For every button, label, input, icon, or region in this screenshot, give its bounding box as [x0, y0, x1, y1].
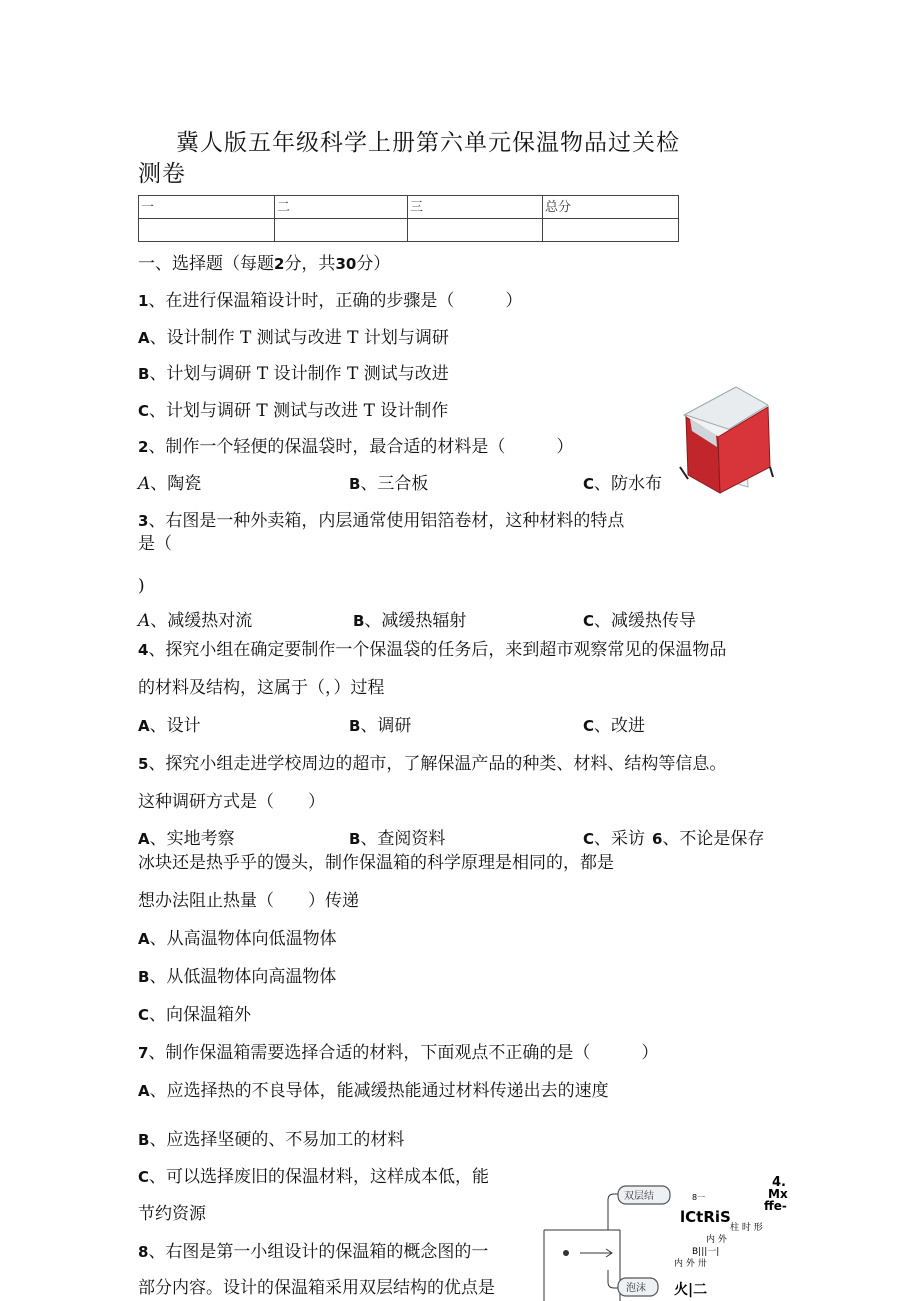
diagram-fragment-text: lCtRiS [680, 1208, 731, 1226]
score-header-total: 总分 [543, 196, 679, 219]
option-letter: B [349, 475, 361, 493]
option-text: 、采访 [594, 829, 646, 849]
q6-option-b[interactable] [138, 962, 336, 987]
q3-option-c[interactable] [583, 606, 696, 631]
option-text: 、向保温箱外 [149, 1005, 252, 1025]
option-letter: A [138, 717, 150, 735]
diagram-fragment-text: 柱 时 形 [730, 1223, 763, 1233]
diagram-fragment-text: 4. [772, 1175, 786, 1190]
question-number: 2 [138, 438, 149, 456]
delivery-box-image [676, 375, 776, 495]
question-number: 5 [138, 755, 149, 773]
diagram-connector [608, 1194, 618, 1230]
q4-option-c[interactable] [583, 711, 645, 736]
option-letter: B [138, 1131, 150, 1149]
option-text: 、实地考察 [149, 829, 235, 849]
option-text: 、计划与调研 T 测试与改进 T 设计制作 [149, 401, 449, 421]
question-5 [138, 749, 726, 774]
option-text: 、减缓热辐射 [364, 611, 467, 631]
question-number: 8 [138, 1243, 149, 1261]
section-heading [138, 249, 390, 274]
question-8-cont: 部分内容。设计的保温箱采用双层结构的优点是 [138, 1278, 495, 1298]
option-letter: C [583, 612, 595, 630]
option-letter: C [138, 1006, 150, 1024]
score-table [138, 195, 679, 242]
question-6-cont: 冰块还是热乎乎的馒头，制作保温箱的科学原理是相同的，都是 [138, 853, 614, 873]
node-double-layer-label: 双层结 [624, 1191, 654, 1202]
question-number: 6 [652, 830, 663, 848]
question-stem: 、探究小组走进学校周边的超市，了解保温产品的种类、材料、结构等信息。 [148, 754, 727, 774]
question-3-close: ) [138, 576, 145, 596]
q5-option-c[interactable] [583, 824, 645, 849]
q7-option-b[interactable] [138, 1125, 404, 1150]
option-letter: C [583, 830, 595, 848]
option-letter: C [138, 1168, 150, 1186]
diagram-fragment-text: B|||一| [692, 1247, 720, 1257]
option-letter: A [138, 930, 150, 948]
diagram-fragment-text: 火|二 [674, 1282, 708, 1298]
option-text: 、可以选择废旧的保温材料，这样成本低，能 [149, 1167, 490, 1187]
score-table-header-row [139, 196, 679, 219]
score-header-1: 一 [139, 196, 275, 219]
section-total: 30 [335, 255, 357, 273]
option-text: 、陶瓷 [150, 474, 202, 494]
section-text: 分，共 [284, 254, 336, 274]
diagram-fragment-text: 内 外 卅 [674, 1259, 707, 1269]
node-foam-label: 泡沫 [626, 1283, 646, 1294]
q1-option-a[interactable] [138, 323, 449, 348]
title-line-2: 测卷 [138, 161, 186, 187]
option-text: 、查阅资料 [360, 829, 446, 849]
option-letter: B [138, 365, 150, 383]
question-3 [138, 506, 624, 531]
score-header-2: 二 [275, 196, 408, 219]
q2-option-a[interactable] [138, 469, 201, 494]
q1-option-c[interactable] [138, 396, 448, 421]
q3-option-b[interactable] [353, 606, 466, 631]
option-letter: A [138, 329, 150, 347]
box-strap [770, 467, 773, 477]
option-letter: B [138, 968, 150, 986]
option-letter: A [138, 474, 151, 494]
q6-option-c[interactable] [138, 1000, 251, 1025]
option-text: 、设计 [149, 716, 201, 736]
q5-option-b[interactable] [349, 824, 445, 849]
option-letter: B [353, 612, 365, 630]
q4-option-b[interactable] [349, 711, 411, 736]
score-header-3: 三 [408, 196, 543, 219]
q7-option-a[interactable] [138, 1076, 609, 1101]
box-strap [680, 467, 688, 479]
concept-map-diagram [540, 1170, 800, 1301]
score-table-blank-row [139, 219, 679, 242]
option-text: 、改进 [594, 716, 646, 736]
option-letter: A [138, 611, 151, 631]
diagram-dot [563, 1250, 569, 1256]
section-text: 分） [356, 254, 391, 274]
option-text: 、从低温物体向高温物体 [149, 967, 337, 987]
option-letter: B [349, 717, 361, 735]
question-7 [138, 1038, 658, 1063]
question-stem: 、在进行保温箱设计时，正确的步骤是（ ） [148, 291, 523, 311]
question-stem: 、右图是一种外卖箱，内层通常使用铝箔卷材，这种材料的特点 [148, 511, 625, 531]
question-3-cont: 是（ [138, 534, 172, 554]
q6-option-a[interactable] [138, 924, 337, 949]
question-8 [138, 1237, 488, 1262]
question-4-cont: 的材料及结构，这属于（，）过程 [138, 678, 385, 698]
question-stem: 、探究小组在确定要制作一个保温袋的任务后，来到超市观察常见的保温物品 [148, 640, 727, 660]
option-text: 、调研 [360, 716, 412, 736]
question-number: 3 [138, 512, 149, 530]
question-6 [652, 824, 764, 849]
diagram-fragment-text: Mx [768, 1187, 788, 1201]
option-text: 、三合板 [360, 474, 429, 494]
score-cell [408, 219, 543, 242]
section-points: 2 [274, 255, 285, 273]
question-4 [138, 635, 726, 660]
option-text: 、从高温物体向低温物体 [149, 929, 337, 949]
question-stem: 、不论是保存 [662, 829, 765, 849]
q3-option-a[interactable] [138, 606, 252, 631]
option-text: 、应选择坚硬的、不易加工的材料 [149, 1130, 405, 1150]
diagram-fragment-text: 内 外 [706, 1235, 727, 1245]
question-stem: 、右图是第一小组设计的保温箱的概念图的一 [148, 1242, 489, 1262]
q7-option-c-cont: 节约资源 [138, 1204, 206, 1224]
q2-option-c[interactable] [583, 469, 662, 494]
score-cell [543, 219, 679, 242]
question-5-cont: 这种调研方式是（ ） [138, 792, 325, 812]
question-2 [138, 432, 573, 457]
question-number: 7 [138, 1044, 149, 1062]
option-letter: A [138, 1082, 150, 1100]
question-stem: 、制作一个轻便的保温袋时，最合适的材料是（ ） [148, 437, 574, 457]
question-stem: 、制作保温箱需要选择合适的材料，下面观点不正确的是（ ） [148, 1043, 659, 1063]
q1-option-b[interactable] [138, 359, 449, 384]
question-number: 1 [138, 292, 149, 310]
option-letter: A [138, 830, 150, 848]
option-text: 、减缓热对流 [150, 611, 253, 631]
option-letter: B [349, 830, 361, 848]
q2-option-b[interactable] [349, 469, 428, 494]
diagram-fragment-text: 8一 [692, 1193, 706, 1202]
score-cell [139, 219, 275, 242]
title-line-1: 冀人版五年级科学上册第六单元保温物品过关检 [176, 130, 680, 156]
option-text: 、计划与调研 T 设计制作 T 测试与改进 [149, 364, 449, 384]
question-number: 4 [138, 641, 149, 659]
option-letter: C [138, 402, 150, 420]
option-text: 、设计制作 T 测试与改进 T 计划与调研 [149, 328, 449, 348]
q4-option-a[interactable] [138, 711, 201, 736]
option-letter: C [583, 475, 595, 493]
option-letter: C [583, 717, 595, 735]
diagram-connector [608, 1270, 618, 1288]
q7-option-c[interactable] [138, 1162, 489, 1187]
score-cell [275, 219, 408, 242]
question-1 [138, 286, 522, 311]
option-text: 、应选择热的不良导体，能减缓热能通过材料传递出去的速度 [149, 1081, 609, 1101]
section-text: 一、选择题（每题 [138, 254, 274, 274]
option-text: 、防水布 [594, 474, 663, 494]
question-6-cont-2: 想办法阻止热量（ ）传递 [138, 891, 359, 911]
option-text: 、减缓热传导 [594, 611, 697, 631]
q5-option-a[interactable] [138, 824, 235, 849]
diagram-fragment-text: ffe- [764, 1199, 787, 1213]
